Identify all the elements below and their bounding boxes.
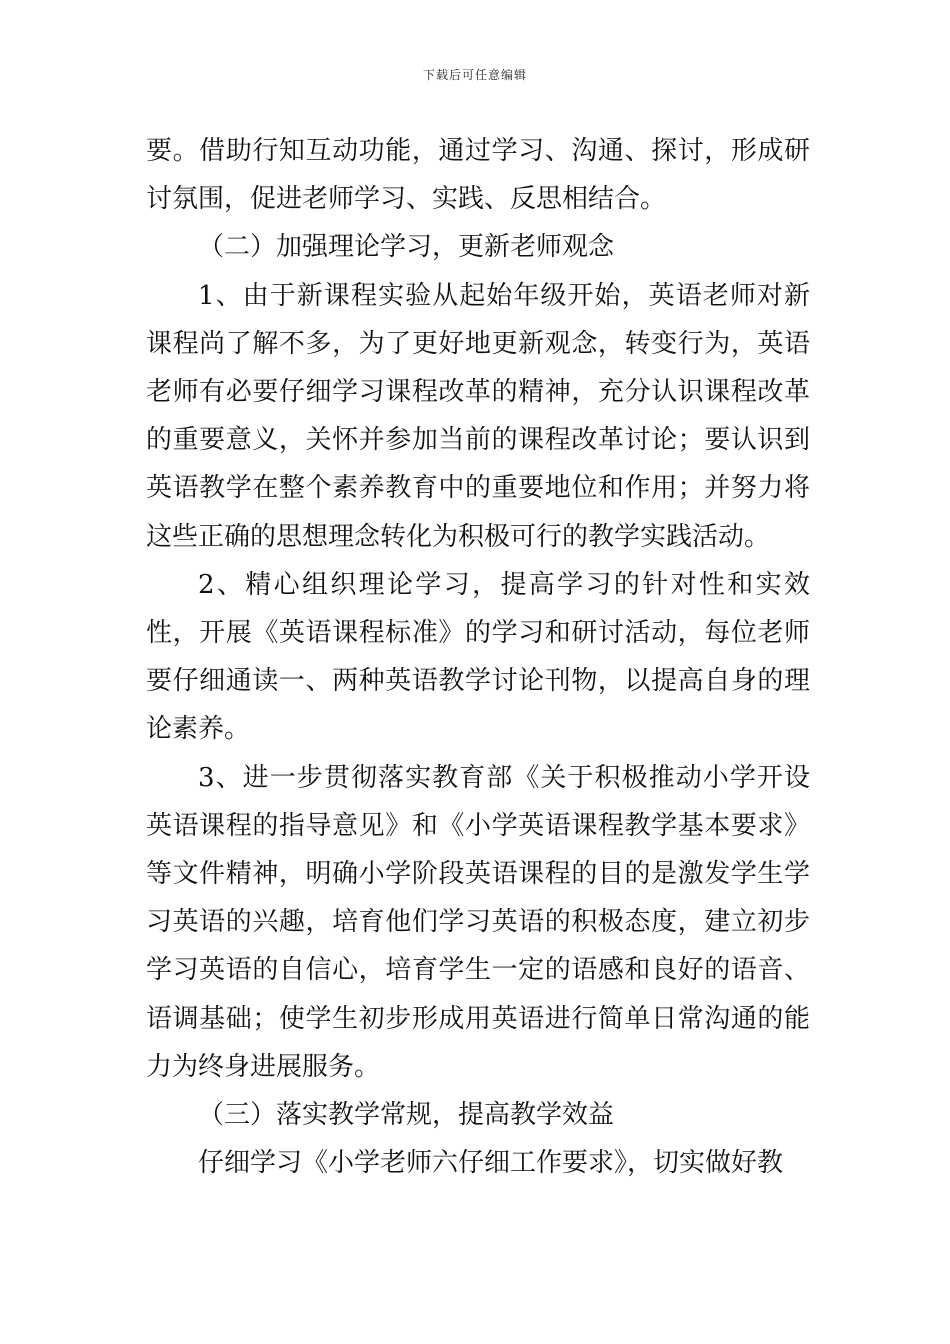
paragraph-item-3: 3、进一步贯彻落实教育部《关于积极推动小学开设英语课程的指导意见》和《小学英语课程教学基本要求》等文件精神，明确小学阶段英语课程的目的是激发学生学习英语的兴趣，培育他们学习英语的积极态度，建立初步学习英语的自信心，培育学生一定的语感和良好的语音、语调基础；使学生初步形成用英语进行简单日常沟通的能力为终身进展服务。 (146, 762, 810, 1082)
paragraph-item-2: 2、精心组织理论学习，提高学习的针对性和实效性，开展《英语课程标准》的学习和研讨活动，每位老师要仔细通读一、两种英语教学讨论刊物，以提高自身的理论素养。 (146, 569, 810, 745)
section-heading-2: （二）加强理论学习，更新老师观念 (198, 232, 615, 263)
paragraph-continuation: 要。借助行知互动功能，通过学习、沟通、探讨，形成研讨氛围，促进老师学习、实践、反思相结合。 (146, 136, 810, 215)
paragraph-item-1: 1、由于新课程实验从起始年级开始，英语老师对新课程尚了解不多，为了更好地更新观念，转变行为，英语老师有必要仔细学习课程改革的精神，充分认识课程改革的重要意义，关怀并参加当前的课程改革讨论；要认识到英语教学在整个素养教育中的重要地位和作用；并努力将这些正确的思想理念转化为积极可行的教学实践活动。 (146, 280, 810, 552)
document-body (146, 127, 810, 1187)
page-header: 下载后可任意编辑 (422, 68, 527, 82)
section-heading-3: （三）落实教学常规，提高教学效益 (198, 1100, 615, 1131)
paragraph-section-3-start: 仔细学习《小学老师六仔细工作要求》，切实做好教 (198, 1148, 784, 1179)
